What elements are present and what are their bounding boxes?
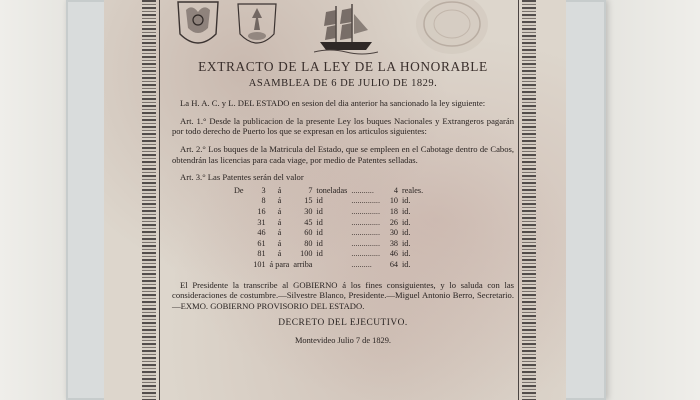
row-sep: á [277,196,282,206]
row-unit: toneladas [316,185,348,195]
row-dots: ........... [351,185,374,195]
row-suffix: id. [402,238,411,248]
row-suffix: id. [402,259,411,269]
row-to: 30 [304,206,313,216]
row-amount: 64 [389,259,398,269]
row-to: 100 [300,249,313,259]
table-row [232,218,425,229]
row-from: 101 [253,259,266,269]
figure-seal-icon [232,0,282,54]
row-prefix: De [234,185,244,195]
table-row [232,239,425,250]
decorative-border-right [522,0,536,400]
border-rule-right [518,0,519,400]
article-1: Art. 1.° Desde la publicacion de la presente Ley los buques Nacionales y Extrangeros pagarán por todo derecho de Puerto los que se expresan en los articulos siguientes: [172,115,514,137]
article-3: Art. 3.° Las Patentes serán del valor [180,172,304,183]
background-right [590,0,700,400]
row-prefix [232,218,246,229]
row-suffix: id. [402,206,411,216]
row-from: 61 [257,238,266,248]
row-prefix [232,196,246,207]
row-amount: 10 [389,196,398,206]
embossed-seal-icon [412,0,492,60]
document-title: EXTRACTO DE LA LEY DE LA HONORABLE [198,59,488,74]
row-unit: id [316,228,323,238]
row-amount: 18 [389,206,398,216]
row-dots: .............. [351,228,380,238]
row-sep: á [277,206,282,216]
row-from: 31 [257,217,266,227]
row-unit [314,260,349,271]
row-prefix [232,249,246,260]
row-amount: 38 [389,238,398,248]
dateline: Montevideo Julio 7 de 1829. [294,335,392,345]
row-prefix [232,260,246,271]
row-to: 80 [304,238,313,248]
row-unit: id [316,249,323,259]
row-sep: á [277,217,282,227]
table-row [232,249,425,260]
row-from: 16 [257,206,266,216]
table-row [232,196,425,207]
row-from: 3 [261,185,266,195]
row-suffix: id. [402,249,411,259]
row-from: 46 [257,228,266,238]
row-prefix [232,228,246,239]
fee-table [232,186,425,271]
table-row [232,260,425,271]
row-prefix [232,239,246,250]
border-rule-left [159,0,160,400]
row-suffix: reales. [402,185,424,195]
row-unit: id [316,217,323,227]
table-row [232,207,425,218]
row-suffix: id. [402,228,411,238]
row-amount: 4 [393,185,398,195]
row-dots: .......... [351,259,372,269]
row-sep: á [277,238,282,248]
row-sep: á [277,228,282,238]
row-amount: 26 [389,217,398,227]
row-to: 15 [304,196,313,206]
decorative-border-left [142,0,156,400]
intro-paragraph: La H. A. C. y L. DEL ESTADO en sesion del dia anterior ha sancionado la ley siguiente: [180,98,486,109]
background-left [0,0,70,400]
row-amount: 46 [389,249,398,259]
row-to: arriba [293,259,313,269]
row-dots: .............. [351,206,380,216]
row-dots: .............. [351,196,380,206]
row-to: 45 [304,217,313,227]
decree-heading: DECRETO DEL EJECUTIVO. [278,318,408,329]
header-vignettes [168,0,508,60]
table-row [232,228,425,239]
row-to: 7 [308,185,313,195]
article-2: Art. 2.° Los buques de la Matricula del Estado, que se empleen en el Cabotage dentro de Cabos, obtendrán las licencias para cada viage, por medio de Patentes selladas. [172,143,514,165]
row-to: 60 [304,228,313,238]
coat-of-arms-icon [172,0,224,54]
row-dots: .............. [351,217,380,227]
row-unit: id [316,238,323,248]
row-dots: .............. [351,238,380,248]
row-unit: id [316,196,323,206]
row-sep: á para [269,259,290,269]
row-sep: á [277,249,282,259]
row-suffix: id. [402,196,411,206]
row-suffix: id. [402,217,411,227]
row-from: 81 [257,249,266,259]
row-prefix [232,207,246,218]
sailing-ship-icon [314,0,378,56]
document-body [172,59,514,346]
closing-paragraph: El Presidente la transcribe al GOBIERNO á los fines consiguientes, y lo saluda con las consideraciones de costumbre.—Silvestre Blanco, Presidente.—Miguel Antonio Berro, Secretario.—EXMO. GOBIERNO PROVISORIO DEL ESTADO. [172,279,514,311]
row-unit: id [316,206,323,216]
row-sep: á [277,185,282,195]
row-dots: .............. [351,249,380,259]
row-amount: 30 [389,228,398,238]
document-subtitle: ASAMBLEA DE 6 DE JULIO DE 1829. [248,77,438,89]
table-row [232,186,425,197]
row-from: 8 [261,196,266,206]
